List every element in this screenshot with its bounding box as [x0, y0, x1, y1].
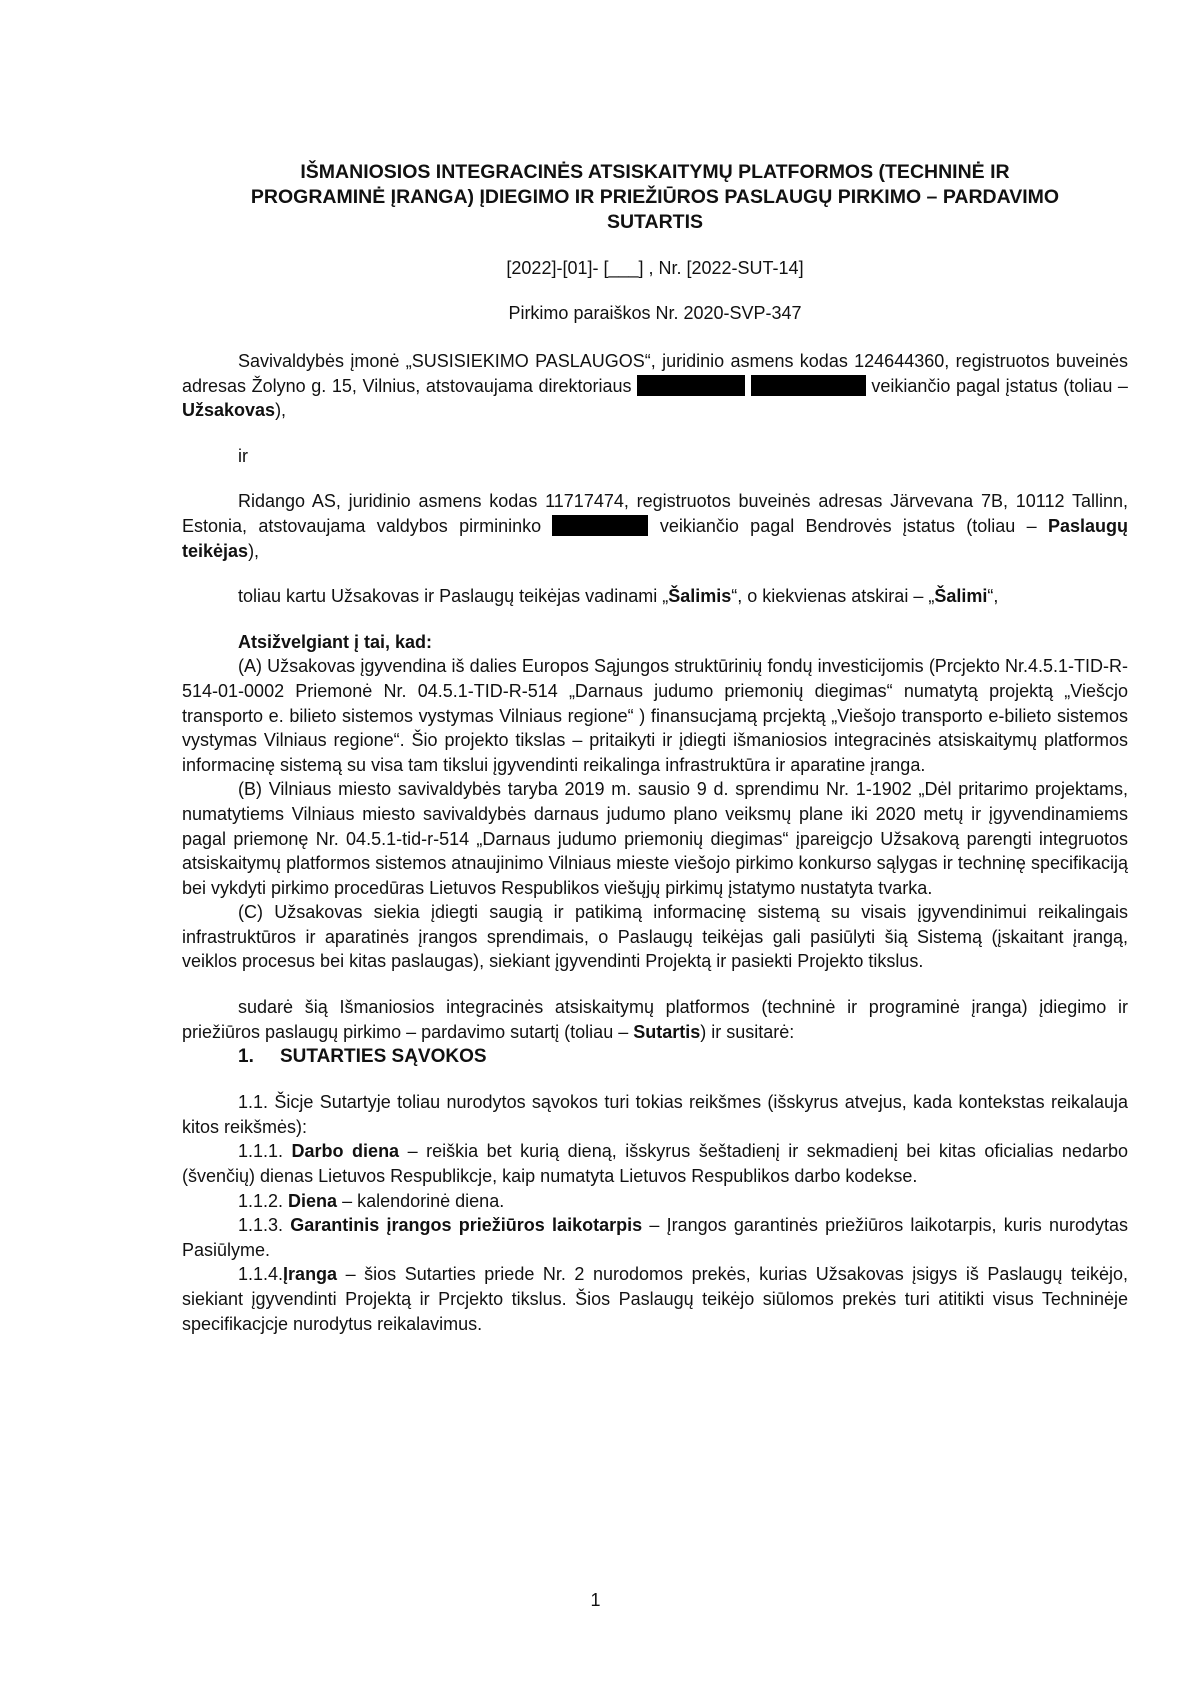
- def-text: – reiškia bet kurią dieną, išskyrus šeštadienį ir sekmadienį bei kitas oficialias nedarbo (švenčių) dienas Lietuvos Respublikcje, kaip numatyta Lietuvos Respublikos darbo kodekse.: [182, 1141, 1128, 1187]
- parties-text-3: “,: [987, 586, 999, 607]
- redacted-block: [637, 375, 745, 396]
- party-one-text: Savivaldybės įmonė „SUSISIEKIMO PASLAUGOS“, juridinio asmens kodas 124644360, registruotos buveinės adresas Žolyno g. 15, Vilnius, atstovaujama direktoriaus: [182, 351, 1128, 396]
- document-page: [182, 160, 1128, 1336]
- party-two-text: Ridango AS, juridinio asmens kodas 11717474, registruotos buveinės adresas Järvevana 7B, 10112 Tallinn, Estonia, atstovaujama valdybos pirmininko: [182, 491, 1128, 536]
- def-number: 1.1.3.: [238, 1215, 291, 1236]
- section-title: SUTARTIES SĄVOKOS: [280, 1046, 487, 1068]
- concluded-paragraph: [182, 995, 1128, 1044]
- party-two-end: ),: [248, 540, 260, 561]
- def-number: 1.1.2.: [238, 1190, 289, 1211]
- definition-1-1-4: [182, 1262, 1128, 1336]
- def-term: Darbo diena: [291, 1141, 400, 1162]
- concluded-text-1: sudarė šią Išmaniosios integracinės atsiskaitymų platformos (techninė ir programinė įranga) įdiegimo ir priežiūros paslaugų pirkimo – pardavimo sutartį (toliau –: [182, 997, 1128, 1042]
- party-two-paragraph: [182, 489, 1128, 563]
- party-one-paragraph: [182, 349, 1128, 423]
- definition-1-1: 1.1. Šicje Sutartyje toliau nurodytos sąvokos turi tokias reikšmes (išskyrus atvejus, kada kontekstas reikalauja kitos reikšmės):: [182, 1092, 1128, 1137]
- redacted-block: [552, 515, 648, 536]
- definition-1-1-1: [182, 1139, 1128, 1188]
- def-number: 1.1.1.: [238, 1141, 292, 1162]
- page-number: 1: [590, 1590, 601, 1610]
- def-number: 1.1.4.: [238, 1264, 284, 1285]
- redacted-block: [751, 375, 866, 396]
- def-text: – kalendorinė diena.: [337, 1190, 505, 1211]
- def-term: Įranga: [283, 1264, 338, 1285]
- parties-term-2: Šalimi: [934, 586, 988, 607]
- party-one-text-2: veikiančio pagal įstatus (toliau –: [871, 375, 1128, 396]
- and-word: ir: [238, 445, 248, 466]
- clause-b: (B) Vilniaus miesto savivaldybės taryba 2019 m. sausio 9 d. sprendimu Nr. 1-1902 „Dėl pritarimo projektams, numatytiems Vilniaus miesto savivaldybės darnaus judumo plano veiksmų plane iki 2020 metų ir įgyvendinamiems pagal priemonę Nr. 04.5.1-tid-r-514 „Darnaus judumo priemonių diegimas“ įpareigcjo Užsakovą parengti integruotos atsiskaitymų platformos sistemos atnaujinimo Vilniaus mieste viešojo pirkimo konkurso sąlygas ir techninę specifikaciją bei vykdyti pirkimo procedūras Lietuvos Respublikos viešųjų pirkimų įstatymo nustatyta tvarka.: [182, 779, 1128, 898]
- concluded-term: Sutartis: [633, 1021, 701, 1042]
- date-number-line: [2022]-[01]- [___] , Nr. [2022-SUT-14]: [506, 258, 804, 278]
- title-line-2: PROGRAMINĖ ĮRANGA) ĮDIEGIMO IR PRIEŽIŪROS PASLAUGŲ PIRKIMO – PARDAVIMO: [250, 186, 1060, 208]
- clause-c: (C) Užsakovas siekia įdiegti saugią ir patikimą informacinę sistemą su visais įgyvendinimui reikalingais infrastruktūros ir aparatinės įrangos sprendimais, o Paslaugų teikėjas gali pasiūlyti šią Sistemą (įskaitant įrangą, veiklos procesus bei kitas paslaugas), siekiant įgyvendinti Projektą ir pasiekti Projekto tikslus.: [182, 902, 1128, 972]
- concluded-text-2: ) ir susitarė:: [700, 1021, 795, 1042]
- parties-text-2: “, o kiekvienas atskirai – „: [731, 586, 935, 607]
- def-term: Diena: [288, 1190, 338, 1211]
- party-one-end: ),: [275, 400, 287, 421]
- definition-1-1-2: [182, 1189, 1128, 1214]
- parties-text-1: toliau kartu Užsakovas ir Paslaugų teikėjas vadinami „: [238, 586, 669, 607]
- purchase-request-line: Pirkimo paraiškos Nr. 2020-SVP-347: [508, 303, 802, 323]
- definition-1-1-3: [182, 1213, 1128, 1262]
- def-term: Garantinis įrangos priežiūros laikotarpis: [290, 1215, 643, 1236]
- party-one-role: Užsakovas: [182, 400, 276, 421]
- section-number: 1.: [238, 1046, 254, 1068]
- considering-heading: [182, 630, 1128, 655]
- def-text: – šios Sutarties priede Nr. 2 nurodomos prekės, kurias Užsakovas įsigys iš Paslaugų teikėjo, siekiant įgyvendinti Projektą ir Prcjekto tikslus. Šios Paslaugų teikėjo siūlomos prekės turi atitikti visus Techninėje specifikacjcje nurodytus reikalavimus.: [182, 1264, 1128, 1334]
- title-line-1: IŠMANIOSIOS INTEGRACINĖS ATSISKAITYMŲ PLATFORMOS (TECHNINĖ IR: [300, 161, 1010, 183]
- considering-text: Atsižvelgiant į tai, kad:: [238, 631, 433, 652]
- parties-definition-paragraph: [182, 584, 1128, 609]
- title-line-3: SUTARTIS: [606, 211, 704, 233]
- party-two-text-2: veikiančio pagal Bendrovės įstatus (toliau –: [659, 515, 1048, 536]
- party-two-role: Paslaugų teikėjas: [182, 515, 1128, 561]
- parties-term-1: Šalimis: [668, 586, 732, 607]
- def-text: – Įrangos garantinės priežiūros laikotarpis, kuris nurodytas Pasiūlyme.: [182, 1215, 1128, 1260]
- section-heading: [182, 1044, 1128, 1069]
- clause-a: (A) Užsakovas įgyvendina iš dalies Europos Sąjungos struktūrinių fondų investicijomis (Prcjekto Nr.4.5.1-TID-R-514-01-0002 Priemonė Nr. 04.5.1-TID-R-514 „Darnaus judumo priemonių diegimas“ numatytą projektą „Viešcjo transporto e. bilieto sistemos vystymas Vilniaus regione“ ) finansucjamą prcjektą „Viešojo transporto e-bilieto sistemos vystymas Vilniaus regione“. Šio projekto tikslas – pritaikyti ir įdiegti išmaniosios integracinės atsiskaitymų platformos informacinę sistemą su visa tam tikslui įgyvendinti reikalinga infrastruktūra ir aparatine įranga.: [182, 656, 1128, 775]
- contract-title: [182, 160, 1128, 235]
